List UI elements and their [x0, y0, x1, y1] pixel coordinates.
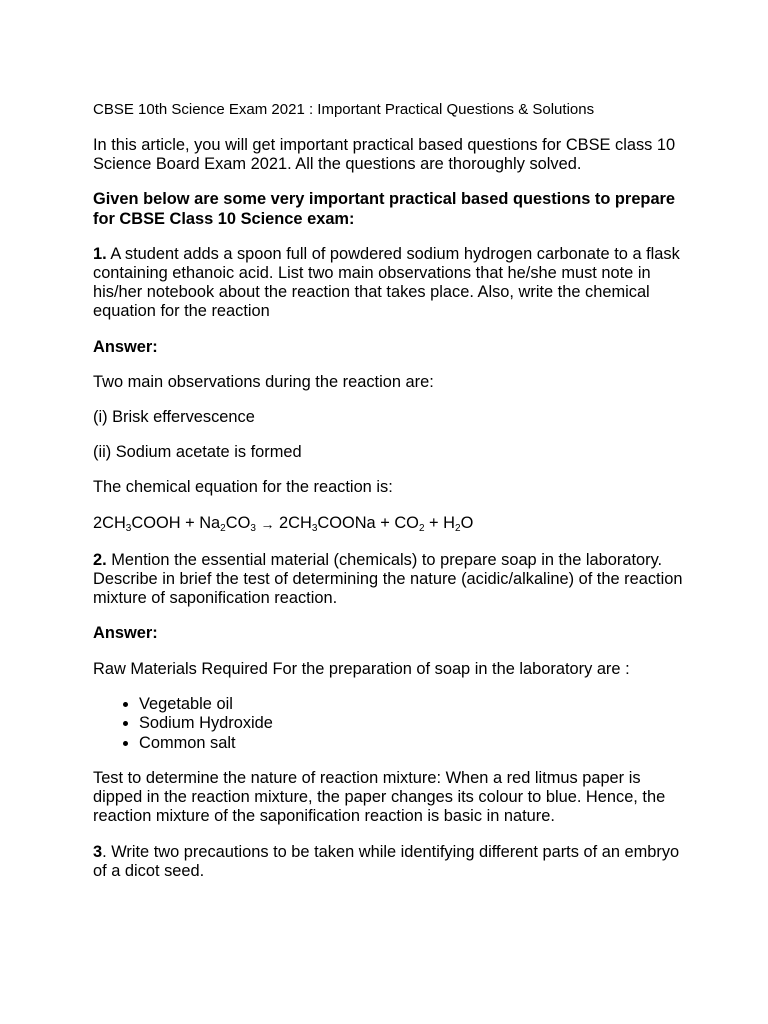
test-paragraph: Test to determine the nature of reaction mixture: When a red litmus paper is dipped in the reaction mixture, the paper changes its colour to blue. Hence, the reaction mixture of the saponification reaction is basic in nature. — [93, 769, 666, 826]
eq-part: COOH + Na — [131, 513, 221, 532]
eq-subscript: 3 — [125, 522, 132, 534]
eq-part: O — [460, 513, 474, 532]
materials-intro: Raw Materials Required For the preparation of soap in the laboratory are : — [93, 659, 630, 678]
answer-1-label: Answer: — [93, 337, 158, 356]
list-item: • Vegetable oil — [139, 695, 683, 714]
eq-subscript: 3 — [250, 522, 256, 534]
eq-subscript: 2 — [220, 522, 226, 534]
question-3-text: . Write two precautions to be taken while identifying different parts of an embryo of a dicot seed. — [93, 842, 680, 880]
observation-1: (i) Brisk effervescence — [93, 408, 255, 427]
observations-intro: Two main observations during the reaction are: — [93, 372, 434, 391]
equation-intro: The chemical equation for the reaction is: — [93, 478, 393, 497]
question-3-number: 3 — [93, 842, 103, 861]
eq-part: + H — [424, 513, 456, 532]
list-item: • Sodium Hydroxide — [139, 714, 683, 733]
observation-2: (ii) Sodium acetate is formed — [93, 443, 302, 462]
eq-part: 2CH — [93, 513, 126, 532]
question-2-text: Mention the essential material (chemicals) to prepare soap in the laboratory. Describe in brief the test of determining the nature (acidic/alkaline) of the reaction mixture of saponification reaction. — [93, 550, 683, 608]
eq-part: CO — [225, 513, 251, 532]
eq-subscript: 2 — [418, 522, 425, 534]
question-2 — [93, 551, 683, 609]
reaction-arrow-icon: → — [260, 515, 275, 532]
eq-part: 2CH — [279, 513, 312, 532]
intro-lead: Given below are some very important practical based questions to prepare for CBSE Class 10 Science exam: — [93, 190, 676, 228]
chemical-equation — [93, 514, 683, 535]
question-3 — [93, 843, 683, 881]
eq-subscript: 2 — [455, 522, 461, 534]
eq-subscript: 3 — [311, 522, 318, 534]
question-1-number: 1. — [93, 244, 107, 263]
question-2-number: 2. — [93, 550, 107, 569]
materials-list — [93, 695, 683, 753]
page-title: CBSE 10th Science Exam 2021 : Important Practical Questions & Solutions — [93, 101, 595, 118]
question-1 — [93, 245, 683, 322]
answer-2-label: Answer: — [93, 624, 158, 643]
list-item: • Common salt — [139, 734, 683, 753]
question-1-text: A student adds a spoon full of powdered sodium hydrogen carbonate to a flask containing ethanoic acid. List two main observations that he/she must note in his/her notebook about the reaction that takes place. Also, write the chemical equation for the reaction — [93, 244, 680, 321]
eq-part: COONa + CO — [317, 513, 419, 532]
article-body — [93, 136, 683, 897]
intro-paragraph: In this article, you will get important practical based questions for CBSE class 10 Science Board Exam 2021. All the questions are thoroughly solved. — [93, 136, 676, 174]
